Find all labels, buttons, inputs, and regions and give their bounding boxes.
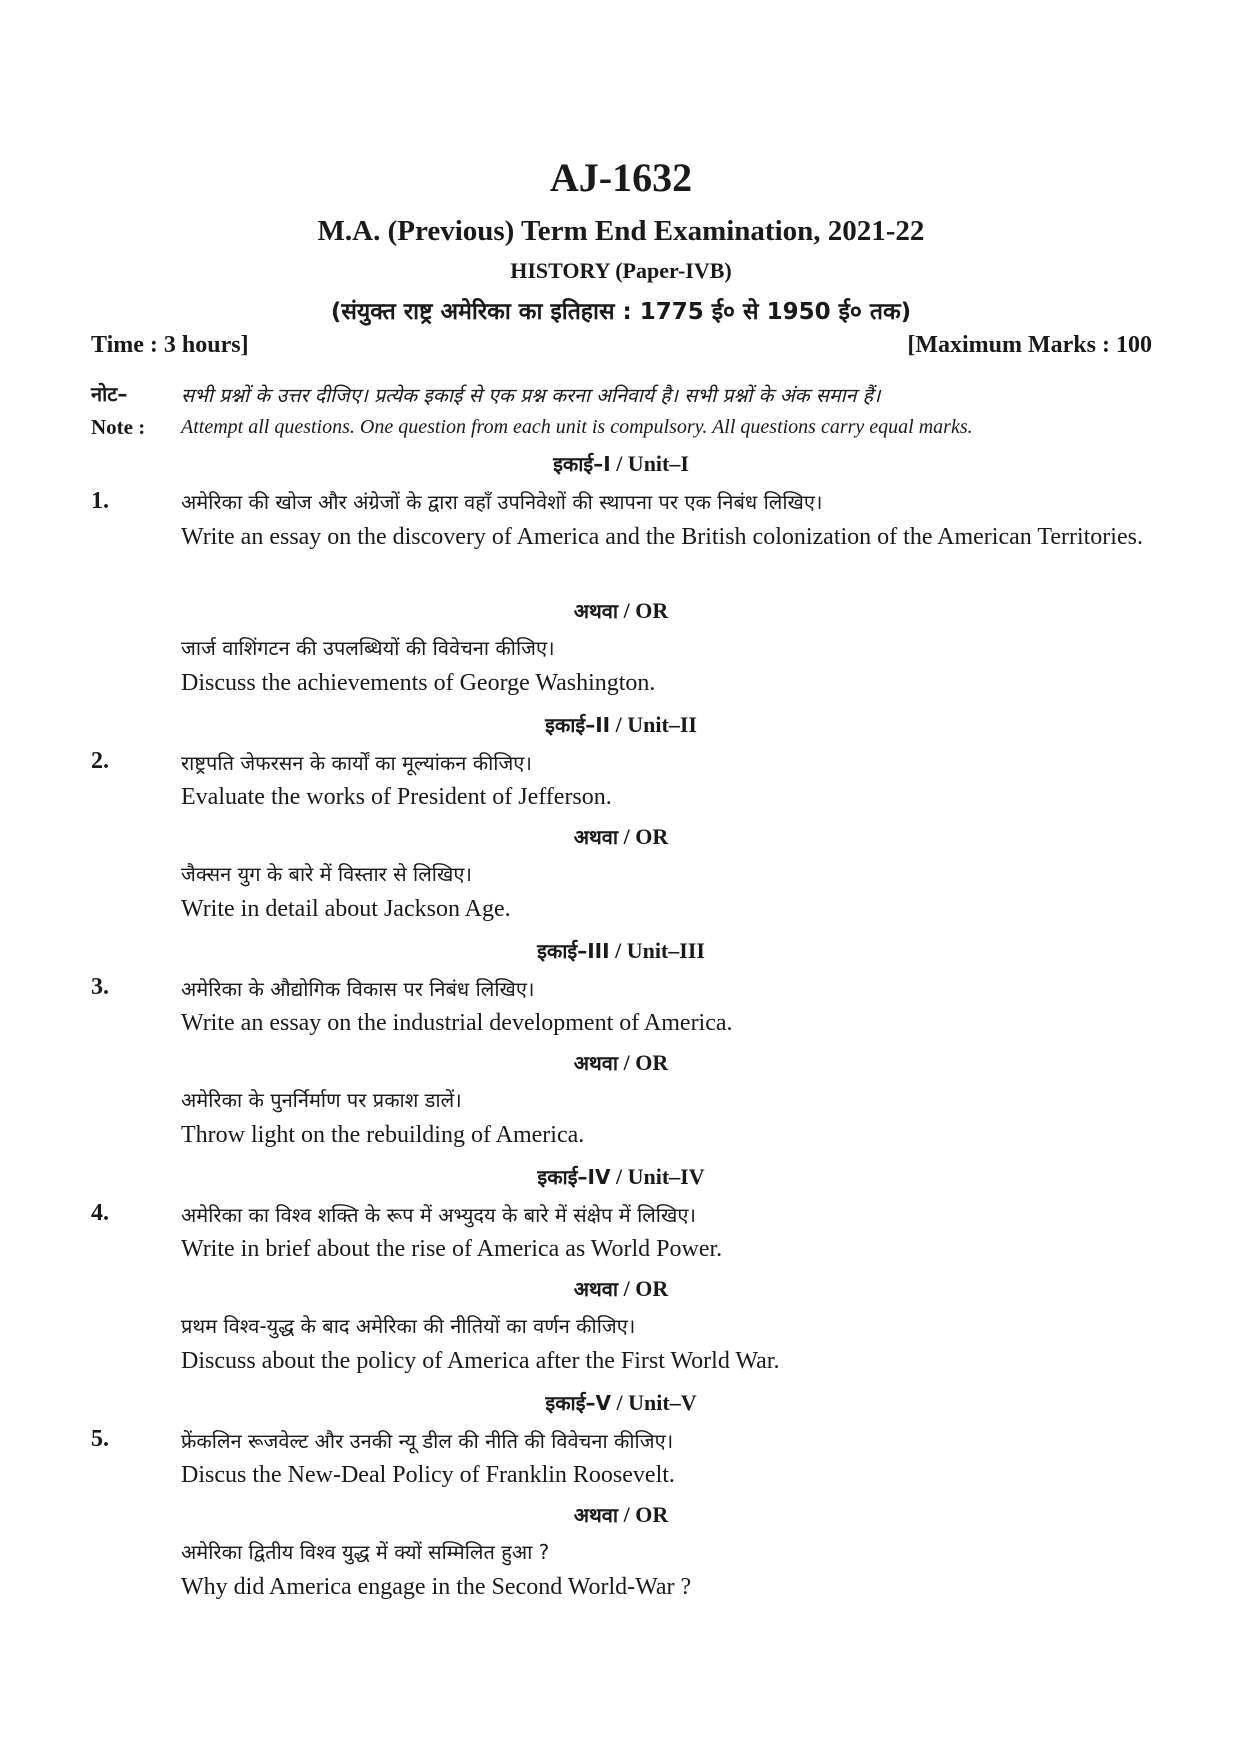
or-label-english: / OR [623,598,669,623]
question-3a-hindi: अमेरिका के औद्योगिक विकास पर निबंध लिखिए। [181,977,535,1001]
unit-4-or [0,1275,1242,1302]
subject-title: HISTORY (Paper-IVB) [510,258,732,283]
unit-3-heading [0,937,1242,964]
exam-title: M.A. (Previous) Term End Examination, 2021-22 [317,215,925,247]
or-label-hindi: अथवा [573,1503,619,1527]
paper-topic: (संयुक्त राष्ट्र अमेरिका का इतिहास : 1775 ई० से 1950 ई० तक) [330,299,912,325]
or-label-hindi: अथवा [573,825,619,849]
question-3-number: 3. [91,974,109,1000]
question-2a-english: Evaluate the works of President of Jefferson. [181,784,612,810]
note-label-hindi: नोट– [91,382,128,406]
unit-5-heading-hindi: इकाई–V [545,1391,612,1415]
question-5b-hindi: अमेरिका द्वितीय विश्व युद्ध में क्यों सम्मिलित हुआ ? [181,1540,550,1564]
question-2a-hindi: राष्ट्रपति जेफरसन के कार्यों का मूल्यांकन कीजिए। [181,751,532,775]
question-4a-english: Write in brief about the rise of America as World Power. [181,1236,723,1262]
question-3a-english: Write an essay on the industrial development of America. [181,1010,733,1036]
question-4a-hindi: अमेरिका का विश्व शक्ति के रूप में अभ्युदय के बारे में संक्षेप में लिखिए। [181,1203,696,1227]
question-1a-english: Write an essay on the discovery of America and the British colonization of the American Territories. [181,524,1143,550]
or-label-english: / OR [623,1276,669,1301]
unit-1-heading-hindi: इकाई–I [553,452,611,476]
unit-4-heading-english: / Unit–IV [615,1164,705,1189]
unit-2-heading-english: / Unit–II [615,712,697,737]
question-2-number: 2. [91,748,109,774]
unit-5-heading-english: / Unit–V [616,1390,697,1415]
unit-4-heading [0,1163,1242,1190]
note-text-hindi: सभी प्रश्नों के उत्तर दीजिए। प्रत्येक इकाई से एक प्रश्न करना अनिवार्य है। सभी प्रश्नों के अंक समान हैं। [181,384,881,407]
unit-5-or [0,1501,1242,1528]
unit-3-or [0,1049,1242,1076]
unit-2-heading-hindi: इकाई–II [545,713,611,737]
unit-1-heading [0,450,1242,477]
or-label-hindi: अथवा [573,1051,619,1075]
question-4b-hindi: प्रथम विश्व-युद्ध के बाद अमेरिका की नीतियों का वर्णन कीजिए। [181,1314,636,1338]
question-5b-english: Why did America engage in the Second World-War ? [181,1574,692,1600]
question-4-number: 4. [91,1200,109,1226]
unit-3-heading-hindi: इकाई–III [537,939,610,963]
question-5-number: 5. [91,1426,109,1452]
note-label-english: Note : [91,415,146,439]
unit-4-heading-hindi: इकाई–IV [537,1165,611,1189]
unit-3-heading-english: / Unit–III [615,938,705,963]
question-5a-hindi: फ्रेंकलिन रूजवेल्ट और उनकी न्यू डील की नीति की विवेचना कीजिए। [181,1429,674,1453]
note-text-english: Attempt all questions. One question from each unit is compulsory. All questions carry equal marks. [181,416,973,438]
maximum-marks: [Maximum Marks : 100 [907,332,1152,358]
question-2b-english: Write in detail about Jackson Age. [181,896,511,922]
or-label-english: / OR [623,824,669,849]
unit-2-heading [0,711,1242,738]
question-1b-english: Discuss the achievements of George Washington. [181,670,656,696]
question-1-number: 1. [91,488,109,514]
unit-2-or [0,823,1242,850]
question-3b-english: Throw light on the rebuilding of America. [181,1122,585,1148]
question-1a-hindi: अमेरिका की खोज और अंग्रेजों के द्वारा वहाँ उपनिवेशों की स्थापना पर एक निबंध लिखिए। [181,490,823,514]
question-3b-hindi: अमेरिका के पुनर्निर्माण पर प्रकाश डालें। [181,1088,462,1112]
or-label-hindi: अथवा [573,1277,619,1301]
unit-1-or [0,597,1242,624]
unit-1-heading-english: / Unit–I [616,451,689,476]
question-4b-english: Discuss about the policy of America after the First World War. [181,1348,780,1374]
time-allowed: Time : 3 hours] [91,332,249,358]
or-label-hindi: अथवा [573,599,619,623]
question-5a-english: Discus the New-Deal Policy of Franklin Roosevelt. [181,1462,675,1488]
or-label-english: / OR [623,1050,669,1075]
question-2b-hindi: जैक्सन युग के बारे में विस्तार से लिखिए। [181,862,472,886]
unit-5-heading [0,1389,1242,1416]
or-label-english: / OR [623,1502,669,1527]
question-1b-hindi: जार्ज वाशिंगटन की उपलब्धियों की विवेचना कीजिए। [181,636,555,660]
paper-code: AJ-1632 [549,155,693,200]
